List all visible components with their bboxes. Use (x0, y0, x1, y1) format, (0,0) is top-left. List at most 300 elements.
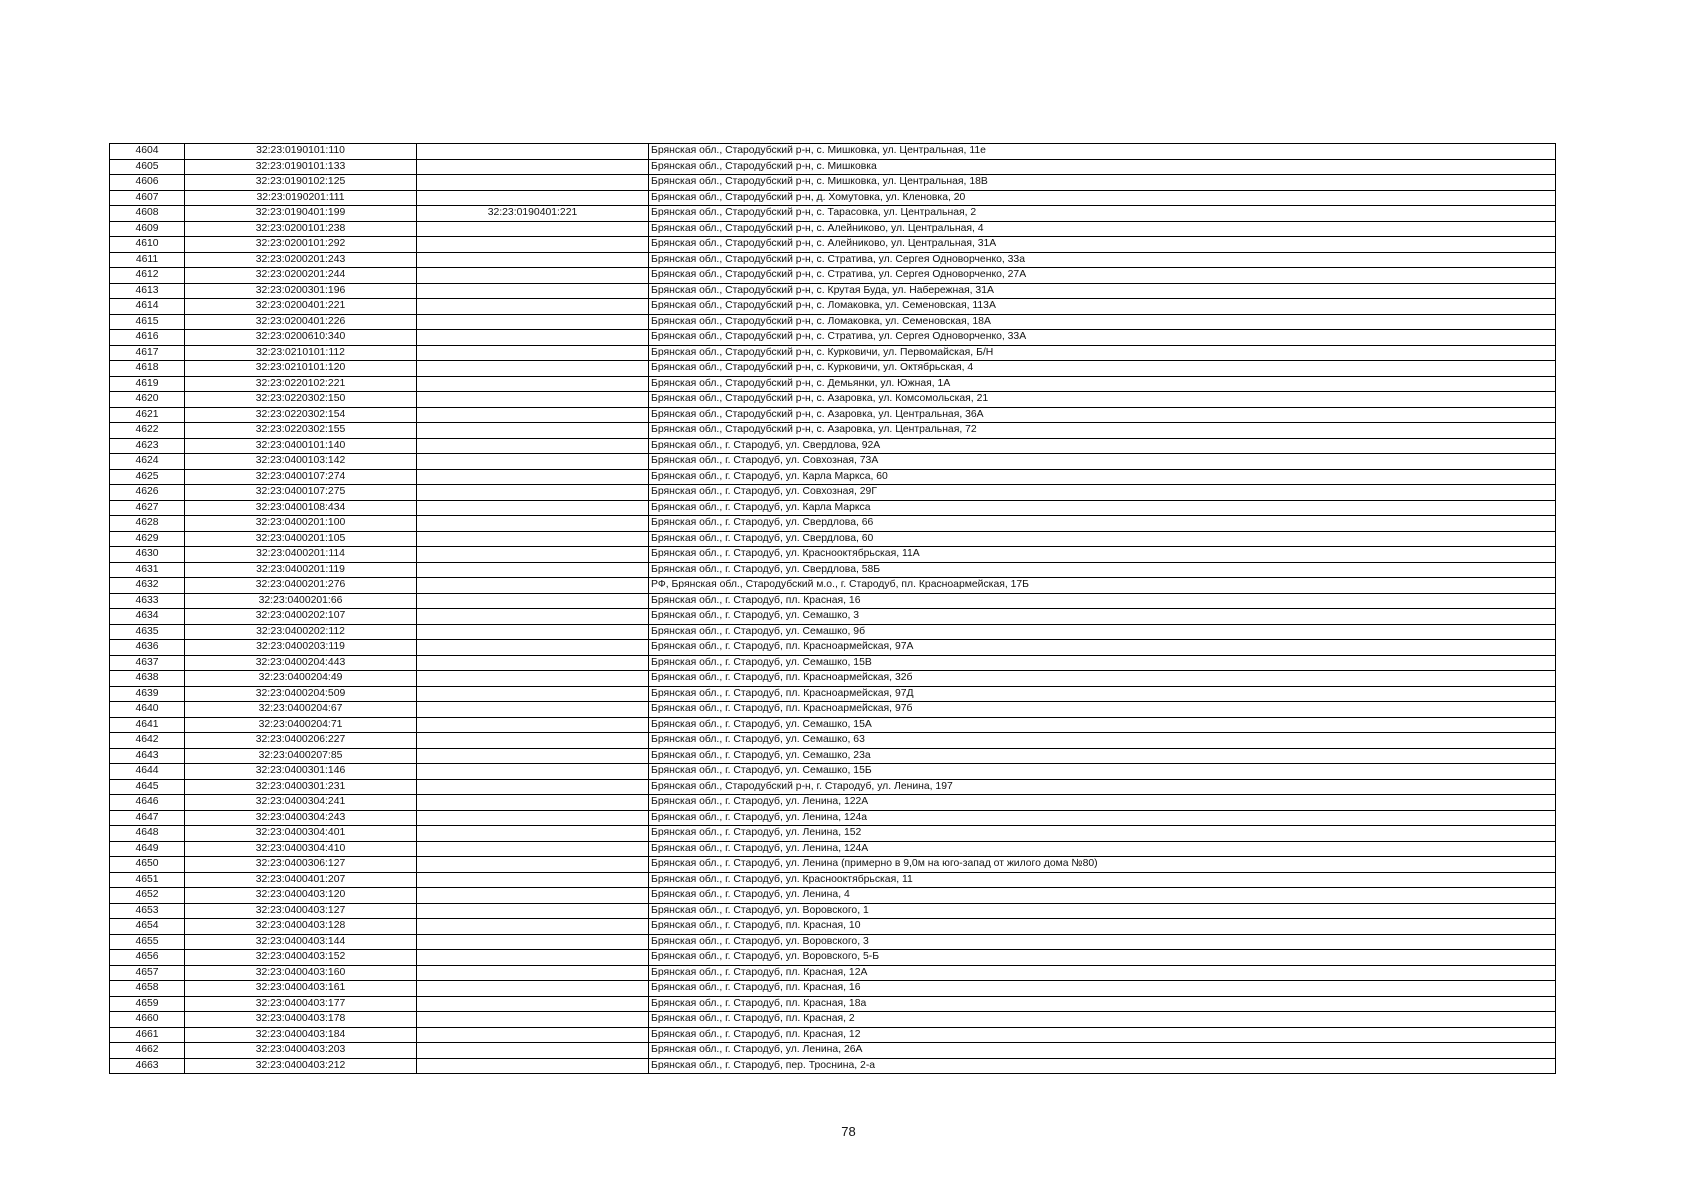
cadastral-number-cell: 32:23:0400204:49 (185, 671, 417, 687)
address-cell: Брянская обл., г. Стародуб, ул. Семашко, 3 (649, 609, 1556, 625)
related-cadastral-number-cell (417, 640, 649, 656)
address-cell: Брянская обл., Стародубский р-н, с. Крутая Буда, ул. Набережная, 31А (649, 283, 1556, 299)
table-row (110, 686, 1556, 702)
table-row (110, 841, 1556, 857)
table-row (110, 159, 1556, 175)
table-row (110, 795, 1556, 811)
related-cadastral-number-cell (417, 283, 649, 299)
row-number-cell: 4626 (110, 485, 185, 501)
row-number-cell: 4658 (110, 981, 185, 997)
row-number-cell: 4628 (110, 516, 185, 532)
row-number-cell: 4655 (110, 934, 185, 950)
address-cell: Брянская обл., Стародубский р-н, с. Курковичи, ул. Октябрьская, 4 (649, 361, 1556, 377)
related-cadastral-number-cell (417, 795, 649, 811)
table-row (110, 950, 1556, 966)
table-row (110, 283, 1556, 299)
row-number-cell: 4635 (110, 624, 185, 640)
related-cadastral-number-cell (417, 841, 649, 857)
row-number-cell: 4622 (110, 423, 185, 439)
address-cell: Брянская обл., г. Стародуб, ул. Семашко, 15А (649, 717, 1556, 733)
address-cell: Брянская обл., Стародубский р-н, с. Азаровка, ул. Центральная, 36А (649, 407, 1556, 423)
cadastral-number-cell: 32:23:0200401:221 (185, 299, 417, 315)
related-cadastral-number-cell (417, 733, 649, 749)
table-row (110, 903, 1556, 919)
cadastral-number-cell: 32:23:0400201:100 (185, 516, 417, 532)
table-row (110, 407, 1556, 423)
table-row (110, 733, 1556, 749)
row-number-cell: 4621 (110, 407, 185, 423)
table-row (110, 996, 1556, 1012)
cadastral-number-cell: 32:23:0220302:150 (185, 392, 417, 408)
related-cadastral-number-cell (417, 888, 649, 904)
table-row (110, 857, 1556, 873)
related-cadastral-number-cell (417, 934, 649, 950)
related-cadastral-number-cell (417, 159, 649, 175)
related-cadastral-number-cell (417, 748, 649, 764)
table-row (110, 547, 1556, 563)
cadastral-number-cell: 32:23:0190101:133 (185, 159, 417, 175)
cadastral-number-cell: 32:23:0190101:110 (185, 144, 417, 160)
related-cadastral-number-cell (417, 826, 649, 842)
related-cadastral-number-cell (417, 717, 649, 733)
row-number-cell: 4646 (110, 795, 185, 811)
related-cadastral-number-cell (417, 392, 649, 408)
cadastral-number-cell: 32:23:0400403:203 (185, 1043, 417, 1059)
table-row (110, 516, 1556, 532)
address-cell: Брянская обл., г. Стародуб, ул. Свердлова, 60 (649, 531, 1556, 547)
cadastral-number-cell: 32:23:0210101:120 (185, 361, 417, 377)
related-cadastral-number-cell: 32:23:0190401:221 (417, 206, 649, 222)
cadastral-number-cell: 32:23:0400107:275 (185, 485, 417, 501)
related-cadastral-number-cell (417, 407, 649, 423)
cadastral-number-cell: 32:23:0400108:434 (185, 500, 417, 516)
related-cadastral-number-cell (417, 562, 649, 578)
row-number-cell: 4662 (110, 1043, 185, 1059)
cadastral-number-cell: 32:23:0220302:154 (185, 407, 417, 423)
row-number-cell: 4636 (110, 640, 185, 656)
cadastral-number-cell: 32:23:0200301:196 (185, 283, 417, 299)
table-row (110, 190, 1556, 206)
related-cadastral-number-cell (417, 810, 649, 826)
address-cell: Брянская обл., г. Стародуб, пл. Красноармейская, 97А (649, 640, 1556, 656)
address-cell: Брянская обл., Стародубский р-н, с. Ломаковка, ул. Семеновская, 113А (649, 299, 1556, 315)
address-cell: Брянская обл., г. Стародуб, пл. Красная, 16 (649, 593, 1556, 609)
cadastral-number-cell: 32:23:0400403:184 (185, 1027, 417, 1043)
address-cell: Брянская обл., г. Стародуб, ул. Воровского, 3 (649, 934, 1556, 950)
table-row (110, 345, 1556, 361)
cadastral-number-cell: 32:23:0400403:120 (185, 888, 417, 904)
address-cell: Брянская обл., г. Стародуб, ул. Семашко, 23а (649, 748, 1556, 764)
row-number-cell: 4648 (110, 826, 185, 842)
row-number-cell: 4612 (110, 268, 185, 284)
row-number-cell: 4610 (110, 237, 185, 253)
related-cadastral-number-cell (417, 1012, 649, 1028)
row-number-cell: 4606 (110, 175, 185, 191)
table-row (110, 609, 1556, 625)
address-cell: Брянская обл., Стародубский р-н, д. Хомутовка, ул. Кленовка, 20 (649, 190, 1556, 206)
table-row (110, 562, 1556, 578)
row-number-cell: 4645 (110, 779, 185, 795)
address-cell: Брянская обл., г. Стародуб, ул. Семашко, 9б (649, 624, 1556, 640)
row-number-cell: 4617 (110, 345, 185, 361)
table-row (110, 826, 1556, 842)
cadastral-number-cell: 32:23:0400306:127 (185, 857, 417, 873)
related-cadastral-number-cell (417, 857, 649, 873)
cadastral-number-cell: 32:23:0400304:401 (185, 826, 417, 842)
related-cadastral-number-cell (417, 593, 649, 609)
related-cadastral-number-cell (417, 423, 649, 439)
address-cell: РФ, Брянская обл., Стародубский м.о., г. Стародуб, пл. Красноармейская, 17Б (649, 578, 1556, 594)
cadastral-number-cell: 32:23:0400203:119 (185, 640, 417, 656)
related-cadastral-number-cell (417, 686, 649, 702)
address-cell: Брянская обл., г. Стародуб, ул. Семашко, 15Б (649, 764, 1556, 780)
table-row (110, 252, 1556, 268)
table-row (110, 1058, 1556, 1074)
cadastral-number-cell: 32:23:0400201:66 (185, 593, 417, 609)
address-cell: Брянская обл., Стародубский р-н, с. Ломаковка, ул. Семеновская, 18А (649, 314, 1556, 330)
cadastral-number-cell: 32:23:0400403:152 (185, 950, 417, 966)
related-cadastral-number-cell (417, 779, 649, 795)
table-row (110, 764, 1556, 780)
table-row (110, 1027, 1556, 1043)
related-cadastral-number-cell (417, 268, 649, 284)
table-row (110, 144, 1556, 160)
row-number-cell: 4615 (110, 314, 185, 330)
related-cadastral-number-cell (417, 1027, 649, 1043)
cadastral-number-cell: 32:23:0210101:112 (185, 345, 417, 361)
property-registry-table (109, 143, 1556, 1074)
cadastral-number-cell: 32:23:0400107:274 (185, 469, 417, 485)
cadastral-number-cell: 32:23:0400103:142 (185, 454, 417, 470)
cadastral-number-cell: 32:23:0200101:238 (185, 221, 417, 237)
address-cell: Брянская обл., Стародубский р-н, с. Мишковка, ул. Центральная, 11е (649, 144, 1556, 160)
cadastral-number-cell: 32:23:0400403:160 (185, 965, 417, 981)
address-cell: Брянская обл., г. Стародуб, ул. Ленина (примерно в 9,0м на юго-запад от жилого дома №80) (649, 857, 1556, 873)
related-cadastral-number-cell (417, 903, 649, 919)
row-number-cell: 4657 (110, 965, 185, 981)
address-cell: Брянская обл., Стародубский р-н, с. Алейниково, ул. Центральная, 31А (649, 237, 1556, 253)
cadastral-number-cell: 32:23:0400206:227 (185, 733, 417, 749)
cadastral-number-cell: 32:23:0400403:178 (185, 1012, 417, 1028)
related-cadastral-number-cell (417, 547, 649, 563)
address-cell: Брянская обл., г. Стародуб, пл. Красная, 16 (649, 981, 1556, 997)
address-cell: Брянская обл., Стародубский р-н, с. Стратива, ул. Сергея Одноворченко, 33а (649, 252, 1556, 268)
related-cadastral-number-cell (417, 175, 649, 191)
related-cadastral-number-cell (417, 981, 649, 997)
address-cell: Брянская обл., г. Стародуб, пл. Красная, 18а (649, 996, 1556, 1012)
table-row (110, 268, 1556, 284)
cadastral-number-cell: 32:23:0400204:67 (185, 702, 417, 718)
page-number: 78 (841, 1124, 856, 1139)
row-number-cell: 4651 (110, 872, 185, 888)
row-number-cell: 4653 (110, 903, 185, 919)
row-number-cell: 4663 (110, 1058, 185, 1074)
related-cadastral-number-cell (417, 1058, 649, 1074)
address-cell: Брянская обл., Стародубский р-н, с. Азаровка, ул. Центральная, 72 (649, 423, 1556, 439)
row-number-cell: 4614 (110, 299, 185, 315)
address-cell: Брянская обл., Стародубский р-н, с. Азаровка, ул. Комсомольская, 21 (649, 392, 1556, 408)
table-row (110, 500, 1556, 516)
table-row (110, 578, 1556, 594)
related-cadastral-number-cell (417, 469, 649, 485)
address-cell: Брянская обл., Стародубский р-н, с. Демьянки, ул. Южная, 1А (649, 376, 1556, 392)
cadastral-number-cell: 32:23:0400401:207 (185, 872, 417, 888)
related-cadastral-number-cell (417, 438, 649, 454)
table-row (110, 237, 1556, 253)
related-cadastral-number-cell (417, 330, 649, 346)
address-cell: Брянская обл., г. Стародуб, ул. Совхозная, 29Г (649, 485, 1556, 501)
cadastral-number-cell: 32:23:0400403:161 (185, 981, 417, 997)
related-cadastral-number-cell (417, 872, 649, 888)
related-cadastral-number-cell (417, 516, 649, 532)
table-row (110, 872, 1556, 888)
table-row (110, 934, 1556, 950)
address-cell: Брянская обл., г. Стародуб, пер. Троснина, 2-а (649, 1058, 1556, 1074)
address-cell: Брянская обл., г. Стародуб, ул. Ленина, 122А (649, 795, 1556, 811)
row-number-cell: 4632 (110, 578, 185, 594)
table-row (110, 748, 1556, 764)
related-cadastral-number-cell (417, 252, 649, 268)
address-cell: Брянская обл., г. Стародуб, ул. Ленина, 4 (649, 888, 1556, 904)
row-number-cell: 4619 (110, 376, 185, 392)
address-cell: Брянская обл., г. Стародуб, пл. Красная, 12А (649, 965, 1556, 981)
table-row (110, 981, 1556, 997)
related-cadastral-number-cell (417, 764, 649, 780)
cadastral-number-cell: 32:23:0400201:119 (185, 562, 417, 578)
table-row (110, 531, 1556, 547)
table-row (110, 361, 1556, 377)
table-row (110, 655, 1556, 671)
row-number-cell: 4649 (110, 841, 185, 857)
row-number-cell: 4641 (110, 717, 185, 733)
cadastral-number-cell: 32:23:0190102:125 (185, 175, 417, 191)
row-number-cell: 4608 (110, 206, 185, 222)
related-cadastral-number-cell (417, 361, 649, 377)
address-cell: Брянская обл., г. Стародуб, ул. Краснооктябрьская, 11А (649, 547, 1556, 563)
related-cadastral-number-cell (417, 655, 649, 671)
address-cell: Брянская обл., г. Стародуб, ул. Семашко, 63 (649, 733, 1556, 749)
related-cadastral-number-cell (417, 702, 649, 718)
cadastral-number-cell: 32:23:0200101:292 (185, 237, 417, 253)
address-cell: Брянская обл., г. Стародуб, пл. Красная, 2 (649, 1012, 1556, 1028)
row-number-cell: 4644 (110, 764, 185, 780)
cadastral-number-cell: 32:23:0400403:127 (185, 903, 417, 919)
row-number-cell: 4654 (110, 919, 185, 935)
cadastral-number-cell: 32:23:0400207:85 (185, 748, 417, 764)
related-cadastral-number-cell (417, 1043, 649, 1059)
cadastral-number-cell: 32:23:0400403:212 (185, 1058, 417, 1074)
cadastral-number-cell: 32:23:0400201:114 (185, 547, 417, 563)
address-cell: Брянская обл., г. Стародуб, ул. Краснооктябрьская, 11 (649, 872, 1556, 888)
table-row (110, 392, 1556, 408)
row-number-cell: 4611 (110, 252, 185, 268)
related-cadastral-number-cell (417, 965, 649, 981)
row-number-cell: 4604 (110, 144, 185, 160)
cadastral-number-cell: 32:23:0400304:241 (185, 795, 417, 811)
address-cell: Брянская обл., г. Стародуб, ул. Ленина, 124А (649, 841, 1556, 857)
address-cell: Брянская обл., г. Стародуб, ул. Свердлова, 66 (649, 516, 1556, 532)
row-number-cell: 4634 (110, 609, 185, 625)
related-cadastral-number-cell (417, 950, 649, 966)
row-number-cell: 4616 (110, 330, 185, 346)
table-row (110, 702, 1556, 718)
table-row (110, 314, 1556, 330)
cadastral-number-cell: 32:23:0220302:155 (185, 423, 417, 439)
cadastral-number-cell: 32:23:0400204:443 (185, 655, 417, 671)
table-row (110, 299, 1556, 315)
cadastral-number-cell: 32:23:0200201:244 (185, 268, 417, 284)
table-row (110, 175, 1556, 191)
cadastral-number-cell: 32:23:0400304:243 (185, 810, 417, 826)
row-number-cell: 4642 (110, 733, 185, 749)
registry-table-body (110, 144, 1556, 1074)
address-cell: Брянская обл., Стародубский р-н, с. Курковичи, ул. Первомайская, Б/Н (649, 345, 1556, 361)
related-cadastral-number-cell (417, 144, 649, 160)
address-cell: Брянская обл., Стародубский р-н, с. Стратива, ул. Сергея Одноворченко, 33А (649, 330, 1556, 346)
cadastral-number-cell: 32:23:0400101:140 (185, 438, 417, 454)
cadastral-number-cell: 32:23:0200201:243 (185, 252, 417, 268)
row-number-cell: 4647 (110, 810, 185, 826)
related-cadastral-number-cell (417, 299, 649, 315)
table-row (110, 1012, 1556, 1028)
row-number-cell: 4643 (110, 748, 185, 764)
address-cell: Брянская обл., Стародубский р-н, с. Мишковка, ул. Центральная, 18В (649, 175, 1556, 191)
address-cell: Брянская обл., г. Стародуб, ул. Свердлова, 58Б (649, 562, 1556, 578)
cadastral-number-cell: 32:23:0400304:410 (185, 841, 417, 857)
related-cadastral-number-cell (417, 454, 649, 470)
address-cell: Брянская обл., г. Стародуб, пл. Красноармейская, 97Д (649, 686, 1556, 702)
table-row (110, 671, 1556, 687)
row-number-cell: 4627 (110, 500, 185, 516)
table-row (110, 919, 1556, 935)
row-number-cell: 4624 (110, 454, 185, 470)
row-number-cell: 4650 (110, 857, 185, 873)
address-cell: Брянская обл., г. Стародуб, пл. Красная, 12 (649, 1027, 1556, 1043)
related-cadastral-number-cell (417, 609, 649, 625)
related-cadastral-number-cell (417, 190, 649, 206)
address-cell: Брянская обл., г. Стародуб, ул. Ленина, 124а (649, 810, 1556, 826)
row-number-cell: 4623 (110, 438, 185, 454)
cadastral-number-cell: 32:23:0400202:107 (185, 609, 417, 625)
address-cell: Брянская обл., г. Стародуб, ул. Воровского, 5-Б (649, 950, 1556, 966)
related-cadastral-number-cell (417, 376, 649, 392)
address-cell: Брянская обл., г. Стародуб, пл. Красноармейская, 32б (649, 671, 1556, 687)
table-row (110, 779, 1556, 795)
row-number-cell: 4637 (110, 655, 185, 671)
related-cadastral-number-cell (417, 221, 649, 237)
related-cadastral-number-cell (417, 624, 649, 640)
address-cell: Брянская обл., Стародубский р-н, с. Стратива, ул. Сергея Одноворченко, 27А (649, 268, 1556, 284)
row-number-cell: 4661 (110, 1027, 185, 1043)
row-number-cell: 4625 (110, 469, 185, 485)
row-number-cell: 4613 (110, 283, 185, 299)
table-row (110, 454, 1556, 470)
row-number-cell: 4620 (110, 392, 185, 408)
related-cadastral-number-cell (417, 345, 649, 361)
table-row (110, 717, 1556, 733)
table-row (110, 624, 1556, 640)
row-number-cell: 4652 (110, 888, 185, 904)
cadastral-number-cell: 32:23:0400204:71 (185, 717, 417, 733)
cadastral-number-cell: 32:23:0400403:144 (185, 934, 417, 950)
row-number-cell: 4638 (110, 671, 185, 687)
address-cell: Брянская обл., Стародубский р-н, с. Тарасовка, ул. Центральная, 2 (649, 206, 1556, 222)
related-cadastral-number-cell (417, 500, 649, 516)
row-number-cell: 4609 (110, 221, 185, 237)
row-number-cell: 4639 (110, 686, 185, 702)
cadastral-number-cell: 32:23:0200610:340 (185, 330, 417, 346)
related-cadastral-number-cell (417, 578, 649, 594)
address-cell: Брянская обл., г. Стародуб, пл. Красноармейская, 97б (649, 702, 1556, 718)
cadastral-number-cell: 32:23:0400403:128 (185, 919, 417, 935)
row-number-cell: 4607 (110, 190, 185, 206)
related-cadastral-number-cell (417, 919, 649, 935)
cadastral-number-cell: 32:23:0220102:221 (185, 376, 417, 392)
address-cell: Брянская обл., г. Стародуб, ул. Ленина, 26А (649, 1043, 1556, 1059)
table-row (110, 423, 1556, 439)
address-cell: Брянская обл., г. Стародуб, пл. Красная, 10 (649, 919, 1556, 935)
table-row (110, 376, 1556, 392)
address-cell: Брянская обл., Стародубский р-н, с. Алейниково, ул. Центральная, 4 (649, 221, 1556, 237)
table-row (110, 221, 1556, 237)
related-cadastral-number-cell (417, 314, 649, 330)
row-number-cell: 4659 (110, 996, 185, 1012)
row-number-cell: 4605 (110, 159, 185, 175)
cadastral-number-cell: 32:23:0190201:111 (185, 190, 417, 206)
table-row (110, 810, 1556, 826)
table-row (110, 485, 1556, 501)
address-cell: Брянская обл., Стародубский р-н, с. Мишковка (649, 159, 1556, 175)
address-cell: Брянская обл., г. Стародуб, ул. Семашко, 15В (649, 655, 1556, 671)
table-row (110, 206, 1556, 222)
cadastral-number-cell: 32:23:0400301:231 (185, 779, 417, 795)
related-cadastral-number-cell (417, 237, 649, 253)
row-number-cell: 4629 (110, 531, 185, 547)
cadastral-number-cell: 32:23:0400403:177 (185, 996, 417, 1012)
cadastral-number-cell: 32:23:0400301:146 (185, 764, 417, 780)
address-cell: Брянская обл., г. Стародуб, ул. Карла Маркса (649, 500, 1556, 516)
cadastral-number-cell: 32:23:0190401:199 (185, 206, 417, 222)
table-row (110, 438, 1556, 454)
table-row (110, 330, 1556, 346)
cadastral-number-cell: 32:23:0400201:105 (185, 531, 417, 547)
address-cell: Брянская обл., г. Стародуб, ул. Свердлова, 92А (649, 438, 1556, 454)
row-number-cell: 4630 (110, 547, 185, 563)
related-cadastral-number-cell (417, 531, 649, 547)
table-row (110, 1043, 1556, 1059)
row-number-cell: 4660 (110, 1012, 185, 1028)
table-row (110, 640, 1556, 656)
related-cadastral-number-cell (417, 996, 649, 1012)
related-cadastral-number-cell (417, 485, 649, 501)
table-row (110, 965, 1556, 981)
row-number-cell: 4640 (110, 702, 185, 718)
cadastral-number-cell: 32:23:0400202:112 (185, 624, 417, 640)
row-number-cell: 4631 (110, 562, 185, 578)
address-cell: Брянская обл., Стародубский р-н, г. Стародуб, ул. Ленина, 197 (649, 779, 1556, 795)
row-number-cell: 4618 (110, 361, 185, 377)
cadastral-number-cell: 32:23:0200401:226 (185, 314, 417, 330)
address-cell: Брянская обл., г. Стародуб, ул. Карла Маркса, 60 (649, 469, 1556, 485)
address-cell: Брянская обл., г. Стародуб, ул. Ленина, 152 (649, 826, 1556, 842)
row-number-cell: 4633 (110, 593, 185, 609)
row-number-cell: 4656 (110, 950, 185, 966)
table-row (110, 593, 1556, 609)
table-row (110, 469, 1556, 485)
address-cell: Брянская обл., г. Стародуб, ул. Совхозная, 73А (649, 454, 1556, 470)
related-cadastral-number-cell (417, 671, 649, 687)
cadastral-number-cell: 32:23:0400201:276 (185, 578, 417, 594)
